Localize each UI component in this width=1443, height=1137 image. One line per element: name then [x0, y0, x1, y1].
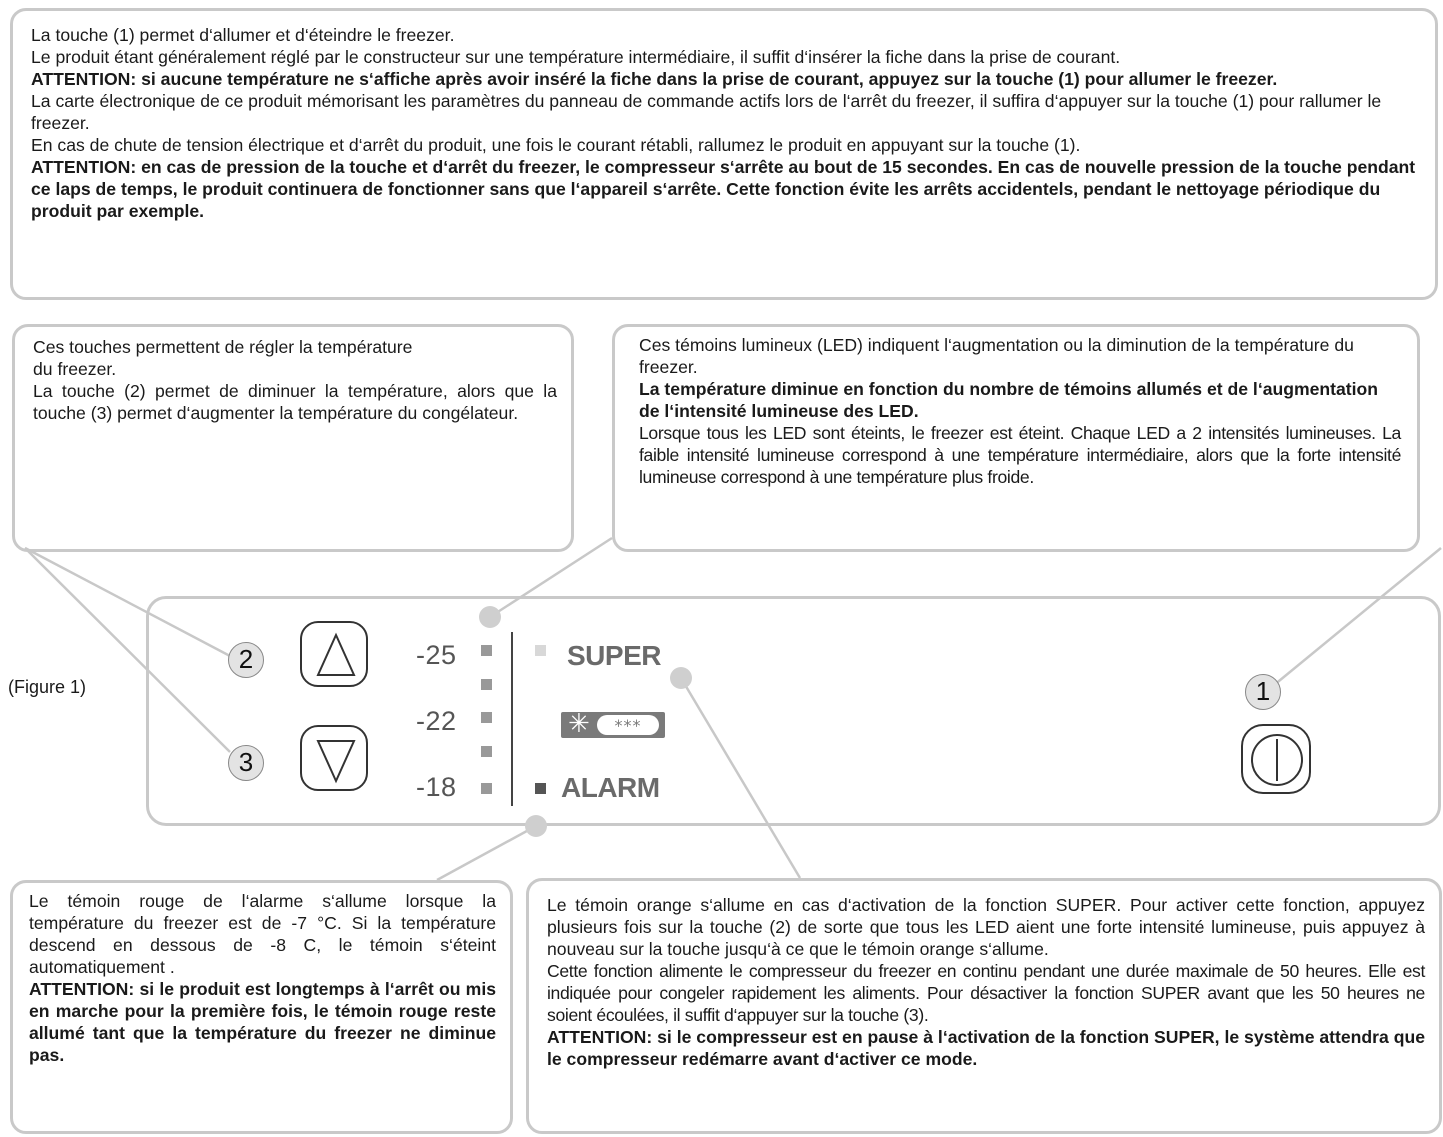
alarm-info-box — [10, 880, 513, 1134]
temperature-led-3 — [481, 712, 492, 723]
temperature-keys-info-box — [12, 324, 574, 552]
snowflake-stars-icon — [561, 709, 665, 739]
temperature-down-key[interactable] — [300, 621, 368, 687]
power-key-text: La touche (1) permet d‘allumer et d‘éteindre le freezer. — [31, 25, 455, 45]
factory-setting-text: Le produit étant généralement réglé par le constructeur sur une température intermédiaire, il suffit d‘insérer la fiche dans la prise de courant. — [31, 47, 1121, 67]
temperature-led-5 — [481, 783, 492, 794]
led-bold-text: La température diminue en fonction du nombre de témoins allumés et de l‘augmentation de l‘intensité lumineuse des LED. — [639, 379, 1379, 421]
star-rating-icon: *** — [597, 715, 659, 735]
super-warning: ATTENTION: si le compresseur est en pause à l‘activation de la fonction SUPER, le système attendra que le compresseur redémarre avant d‘activer ce mode. — [547, 1027, 1425, 1069]
super-function-info-box — [526, 878, 1442, 1134]
keys-description: La touche (2) permet de diminuer la température, alors que la touche (3) permet d‘augmenter la température du congélateur. — [33, 381, 557, 423]
super-duration-text: Cette fonction alimente le compresseur du freezer en continu pendant une durée maximale de 50 heures. Elle est indiquée pour congeler rapidement les aliments. Pour désactiver la fonction SUPER avant que les 50 heures ne soient écoulées, il suffit d‘appuyer sur la touche (3). — [547, 961, 1425, 1025]
alarm-warning: ATTENTION: si le produit est longtemps à l‘arrêt ou mis en marche pour la première fois, le témoin rouge reste allumé tant que la température du freezer ne diminue pas. — [29, 979, 496, 1065]
power-key-info-box — [10, 8, 1438, 300]
power-icon — [1243, 726, 1313, 796]
temperature-led-2 — [481, 679, 492, 690]
temperature-led-1 — [481, 645, 492, 656]
callout-number-2: 2 — [228, 642, 264, 678]
figure-label: (Figure 1) — [8, 677, 87, 697]
keys-intro-line1: Ces touches permettent de régler la température — [33, 337, 413, 357]
warning-compressor-delay: ATTENTION: en cas de pression de la touche et d‘arrêt du freezer, le compresseur s‘arrête au bout de 15 secondes. En cas de nouvelle pression de la touche pendant ce laps de temps, le produit continuera de fonctionner sans que l‘appareil s‘arrête. Cette fonction évite les arrêts accidentels, pendant le nettoyage périodique du produit par exemple. — [31, 157, 1416, 221]
snowflake-icon: ✳ — [568, 709, 590, 739]
temp-label-minus-18: -18 — [416, 772, 457, 802]
temperature-led-4 — [481, 746, 492, 757]
temp-label-minus-25: -25 — [416, 640, 457, 670]
alarm-description: Le témoin rouge de l‘alarme s‘allume lorsque la température du freezer est de -7 °C. Si la température descend en dessous de -8 C, le témoin s‘éteint automatiquement . — [29, 891, 496, 977]
power-failure-text: En cas de chute de tension électrique et d‘arrêt du produit, une fois le courant rétabli, rallumez le produit en appuyant sur la touche (1). — [31, 135, 1081, 155]
warning-no-temperature: ATTENTION: si aucune température ne s‘affiche après avoir inséré la fiche dans la prise de courant, appuyez sur la touche (1) pour allumer le freezer. — [31, 69, 1278, 89]
alarm-led — [535, 783, 546, 794]
alarm-label: ALARM — [561, 772, 660, 803]
keys-intro-line2: du freezer. — [33, 359, 117, 379]
triangle-up-icon — [302, 623, 370, 689]
power-key[interactable] — [1241, 724, 1311, 794]
panel-divider — [511, 632, 513, 806]
led-intro: Ces témoins lumineux (LED) indiquent l‘augmentation ou la diminution de la température du freezer. — [639, 335, 1354, 377]
connector-line-alarm — [437, 826, 536, 880]
memory-text: La carte électronique de ce produit mémorisant les paramètres du panneau de commande actifs lors de l‘arrêt du freezer, il suffira d‘appuyer sur la touche (1) pour rallumer le freezer. — [31, 91, 1382, 133]
super-led — [535, 645, 546, 656]
temp-label-minus-22: -22 — [416, 706, 457, 736]
led-info-box — [612, 324, 1420, 552]
super-label: SUPER — [567, 640, 661, 671]
temperature-up-key[interactable] — [300, 725, 368, 791]
super-activation-text: Le témoin orange s‘allume en cas d‘activation de la fonction SUPER. Pour activer cette fonction, appuyez plusieurs fois sur la touche (2) de sorte que tous les LED aient une forte intensité lumineuse, puis appuyez à nouveau sur la touche jusqu‘à ce que le témoin orange s‘allume. — [547, 895, 1425, 959]
callout-number-1: 1 — [1245, 674, 1281, 710]
callout-number-3: 3 — [228, 745, 264, 781]
led-intensity-text: Lorsque tous les LED sont éteints, le freezer est éteint. Chaque LED a 2 intensités lumineuses. La faible intensité lumineuse correspond à une température intermédiaire, alors que la forte intensité lumineuse correspond à une température plus froide. — [639, 423, 1401, 487]
triangle-down-icon — [302, 727, 370, 793]
